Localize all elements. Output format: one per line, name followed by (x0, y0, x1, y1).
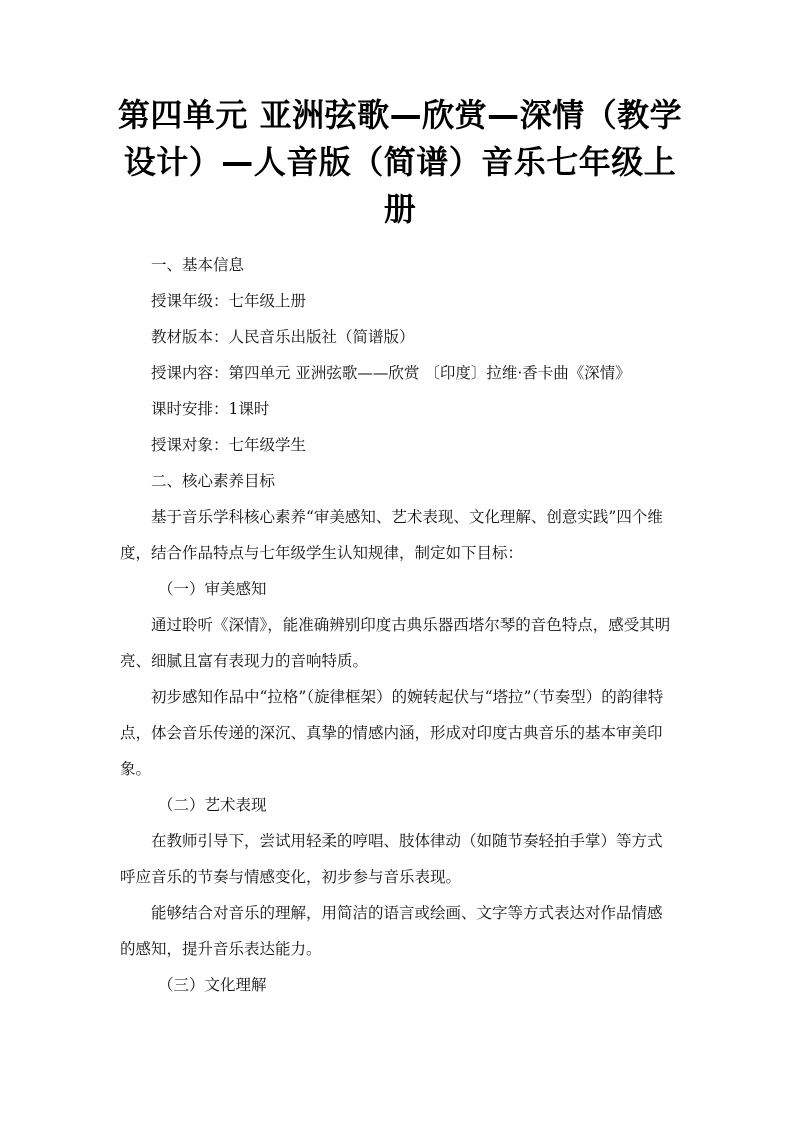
subheading-aesthetic-perception: （一）审美感知 (158, 580, 267, 598)
info-audience: 授课对象：七年级学生 (151, 436, 307, 454)
paragraph-aesthetic-2: 初步感知作品中“拉格”（旋律框架）的婉转起伏与“塔拉”（节奏型）的韵律特点，体会音乐传递的深沉、真挚的情感内涵，形成对印度古典音乐的基本审美印象。 (120, 688, 664, 778)
section-heading-core-goals: 二、核心素养目标 (151, 472, 276, 490)
document-title: 第四单元 亚洲弦歌—欣赏—深情（教学设计）—人音版（简谱）音乐七年级上册 (117, 96, 683, 228)
info-hours: 课时安排：1课时 (151, 400, 270, 418)
document-body (120, 247, 676, 1003)
section-heading-basic-info: 一、基本信息 (151, 256, 245, 274)
paragraph-expression-2: 能够结合对音乐的理解，用简洁的语言或绘画、文字等方式表达对作品情感的感知，提升音乐表达能力。 (120, 904, 663, 958)
info-edition: 教材版本：人民音乐出版社（简谱版） (151, 328, 415, 346)
subheading-cultural-understanding: （三）文化理解 (158, 976, 267, 994)
paragraph-expression-1: 在教师引导下，尝试用轻柔的哼唱、肢体律动（如随节奏轻拍手掌）等方式呼应音乐的节奏与情感变化，初步参与音乐表现。 (120, 832, 663, 886)
info-grade: 授课年级：七年级上册 (151, 292, 307, 310)
subheading-artistic-expression: （二）艺术表现 (158, 796, 267, 814)
paragraph-aesthetic-1: 通过聆听《深情》，能准确辨别印度古典乐器西塔尔琴的音色特点，感受其明亮、细腻且富有表现力的音响特质。 (120, 616, 671, 670)
info-content: 授课内容：第四单元 亚洲弦歌——欣赏 〔印度〕拉维·香卡曲《深情》 (151, 364, 631, 382)
paragraph-goals-intro: 基于音乐学科核心素养“审美感知、艺术表现、文化理解、创意实践”四个维度，结合作品特点与七年级学生认知规律，制定如下目标： (120, 508, 663, 562)
